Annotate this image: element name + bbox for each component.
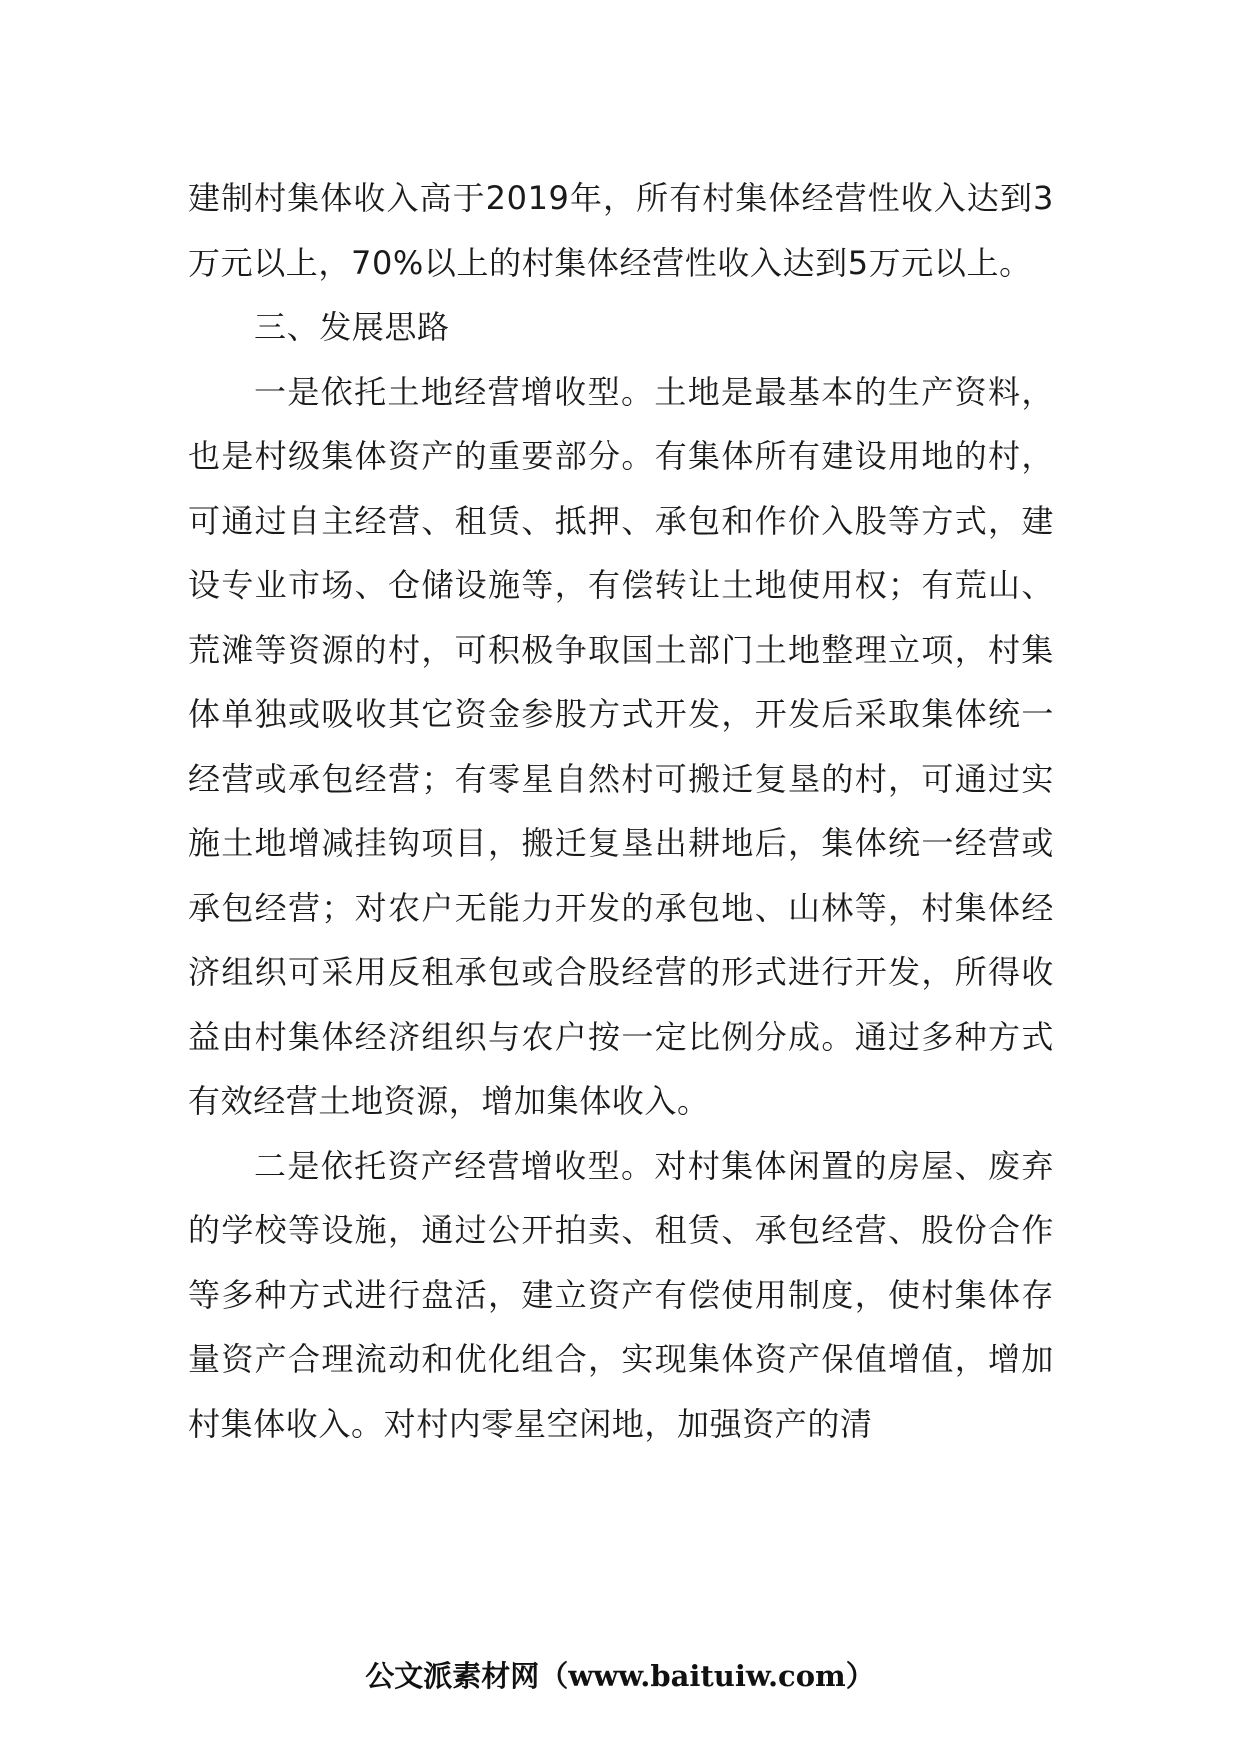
paragraph-land-management: 一是依托土地经营增收型。土地是最基本的生产资料，也是村级集体资产的重要部分。有集体所有建设用地的村，可通过自主经营、租赁、抵押、承包和作价入股等方式，建设专业市场、仓储设施等，有偿转让土地使用权；有荒山、荒滩等资源的村，可积极争取国土部门土地整理立项，村集体单独或吸收其它资金参股方式开发，开发后采取集体统一经营或承包经营；有零星自然村可搬迁复垦的村，可通过实施土地增减挂钩项目，搬迁复垦出耕地后，集体统一经营或承包经营；对农户无能力开发的承包地、山林等，村集体经济组织可采用反租承包或合股经营的形式进行开发，所得收益由村集体经济组织与农户按一定比例分成。通过多种方式有效经营土地资源，增加集体收入。 [188,372,1054,1120]
footer-watermark: 公文派素材网（www.baituiw.com） [365,1659,875,1693]
paragraph-income-target: 建制村集体收入高于2019年，所有村集体经营性收入达到3万元以上，70%以上的村集体经营性收入达到5万元以上。 [188,179,1054,282]
document-body [188,166,1054,1456]
paragraph-asset-management: 二是依托资产经营增收型。对村集体闲置的房屋、废弃的学校等设施，通过公开拍卖、租赁、承包经营、股份合作等多种方式进行盘活，建立资产有偿使用制度，使村集体存量资产合理流动和优化组合，实现集体资产保值增值，增加村集体收入。对村内零星空闲地，加强资产的清 [188,1146,1054,1443]
section-heading-development-ideas: 三、发展思路 [254,308,450,346]
